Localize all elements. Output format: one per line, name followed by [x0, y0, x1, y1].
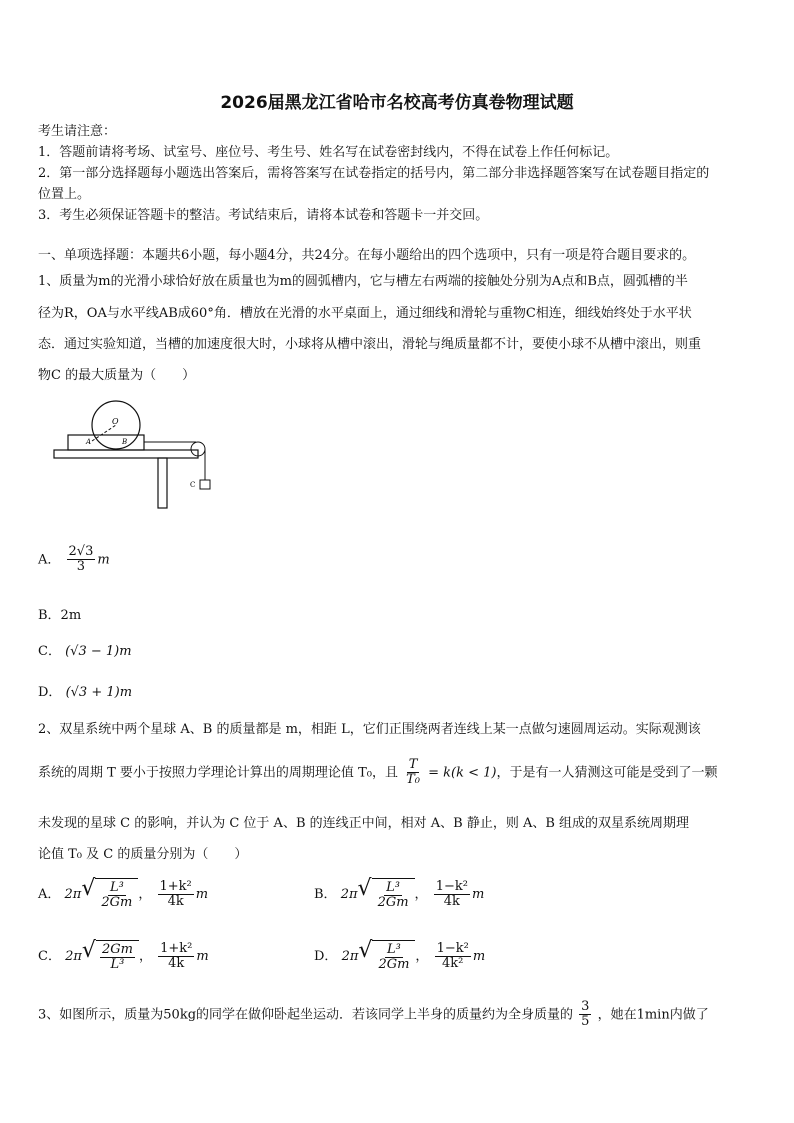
label-o: O — [112, 417, 119, 426]
page-title: 2026届黑龙江省哈市名校高考仿真卷物理试题 — [220, 93, 574, 113]
option-a[interactable]: A． $\frac{2√3}{3}$ m — [38, 544, 110, 575]
question-2-text: 论值 T₀ 及 C 的质量分别为（ ） — [38, 847, 248, 862]
notice-item: 位置上。 — [38, 187, 91, 202]
question-1-text: 态．通过实验知道，当槽的加速度很大时，小球将从槽中滚出，滑轮与绳质量都不计，要使小球不从槽中滚出，则重 — [38, 337, 702, 352]
label-c: C — [190, 481, 196, 489]
question-1-text: 径为R，OA与水平线AB成60°角．槽放在光滑的水平桌面上，通过细线和滑轮与重物C相连，细线始终处于水平状 — [38, 306, 692, 321]
notice-heading: 考生请注意： — [38, 124, 117, 139]
notice-item: 1．答题前请将考场、试室号、座位号、考生号、姓名写在试卷密封线内，不得在试卷上作任何标记。 — [38, 145, 619, 160]
option-c[interactable]: C． (√3 − 1)m — [38, 644, 132, 659]
question-1-text: 物C 的最大质量为（ ） — [38, 368, 196, 383]
question-2-text: 未发现的星球 C 的影响，并认为 C 位于 A、B 的连线正中间，相对 A、B 静止，则 A、B 组成的双星系统周期理 — [38, 816, 690, 831]
option-b[interactable]: B． 2π √ $\frac{\text{L³}}{2Gm}$ ， $\frac{\text{1−k²}}{4k}$ m — [314, 876, 485, 911]
question-2-text: 系统的周期 T 要小于按照力学理论计算出的周期理论值 T₀，且 $\frac{T}{\text{T₀}}$ = k(k < 1)，于是有一人猜测这可能是受到了一颗 — [38, 757, 718, 788]
label-a: A — [86, 438, 92, 446]
option-d[interactable]: D． (√3 + 1)m — [38, 685, 133, 700]
question-3-text: 3、如图所示，质量为50kg的同学在做仰卧起坐运动．若该同学上半身的质量约为全身质量的 $\frac{3}{5}$ ，她在1min内做了 — [38, 999, 709, 1030]
question-2-text: 2、双星系统中两个星球 A、B 的质量都是 m，相距 L，它们正围绕两者连线上某一点做匀速圆周运动。实际观测该 — [38, 722, 701, 737]
option-a[interactable]: A． 2π √ $\frac{\text{L³}}{2Gm}$ ， $\frac{\text{1+k²}}{4k}$ m — [38, 876, 209, 911]
option-d[interactable]: D． 2π √ $\frac{\text{L³}}{2Gm}$ ， $\frac{\text{1−k²}}{\text{4k²}}$ m — [314, 938, 486, 973]
section-heading: 一、单项选择题：本题共6小题，每小题4分，共24分。在每小题给出的四个选项中，只有一项是符合题目要求的。 — [38, 248, 696, 263]
option-c[interactable]: C． 2π √ $\frac{2Gm}{\text{L³}}$ ， $\frac{\text{1+k²}}{4k}$ m — [38, 938, 209, 973]
notice-item: 2．第一部分选择题每小题选出答案后，需将答案写在试卷指定的括号内，第二部分非选择题答案写在试卷题目指定的 — [38, 166, 710, 181]
question-1-text: 1、质量为m的光滑小球恰好放在质量也为m的圆弧槽内，它与槽左右两端的接触处分别为A点和B点，圆弧槽的半 — [38, 274, 688, 289]
question-1-figure — [48, 398, 218, 513]
label-b: B — [122, 438, 128, 446]
option-b[interactable]: B．2m — [38, 608, 82, 623]
notice-item: 3．考生必须保证答题卡的整洁。考试结束后，请将本试卷和答题卡一并交回。 — [38, 208, 489, 223]
